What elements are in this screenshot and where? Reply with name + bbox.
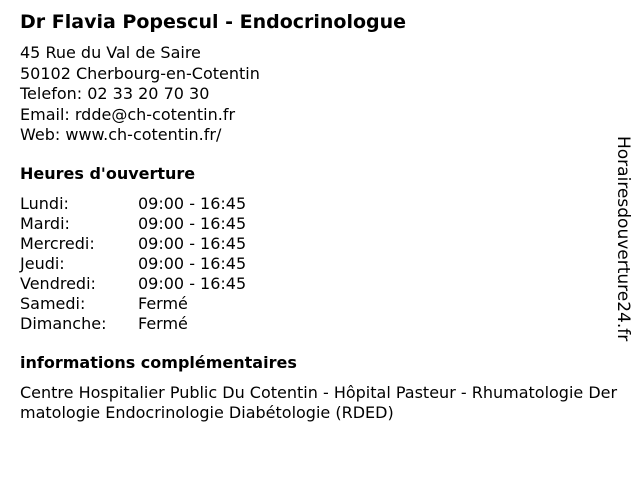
hours-row-vendredi — [20, 274, 246, 294]
web-line: Web: www.ch-cotentin.fr/ — [20, 125, 222, 144]
hours-row-samedi — [20, 294, 246, 314]
hours-table — [20, 194, 246, 334]
hours-row-mercredi — [20, 234, 246, 254]
watermark-text: Horairesdouverture24.fr — [613, 136, 633, 342]
phone-line: Telefon: 02 33 20 70 30 — [20, 84, 210, 103]
hours-day: Lundi: — [20, 194, 69, 213]
hours-time: 09:00 - 16:45 — [138, 254, 247, 273]
hours-row-mardi — [20, 214, 246, 234]
info-text: Centre Hospitalier Public Du Cotentin - Hôpital Pasteur - Rhumatologie Dermatologie Endocrinologie Diabétologie (RDED) — [20, 383, 618, 422]
hours-day: Dimanche: — [20, 314, 107, 333]
hours-row-dimanche — [20, 314, 246, 334]
hours-day: Samedi: — [20, 294, 86, 313]
watermark — [612, 136, 636, 346]
hours-time: 09:00 - 16:45 — [138, 274, 247, 293]
address-city: 50102 Cherbourg-en-Cotentin — [20, 63, 260, 83]
email-line: Email: rdde@ch-cotentin.fr — [20, 104, 236, 124]
hours-time: Fermé — [138, 314, 188, 333]
hours-heading: Heures d'ouverture — [20, 164, 196, 183]
page-title: Dr Flavia Popescul - Endocrinologue — [20, 11, 407, 33]
address-street: 45 Rue du Val de Saire — [20, 43, 201, 62]
hours-day: Mercredi: — [20, 234, 95, 253]
info-heading: informations complémentaires — [20, 353, 297, 372]
hours-row-jeudi — [20, 254, 246, 274]
contact-block — [20, 43, 260, 146]
hours-day: Mardi: — [20, 214, 70, 233]
hours-time: 09:00 - 16:45 — [138, 214, 247, 233]
hours-time: 09:00 - 16:45 — [138, 234, 247, 253]
hours-time: 09:00 - 16:45 — [138, 194, 247, 213]
hours-day: Jeudi: — [20, 254, 65, 273]
hours-day: Vendredi: — [20, 274, 96, 293]
hours-row-lundi — [20, 194, 246, 214]
hours-time: Fermé — [138, 294, 188, 313]
